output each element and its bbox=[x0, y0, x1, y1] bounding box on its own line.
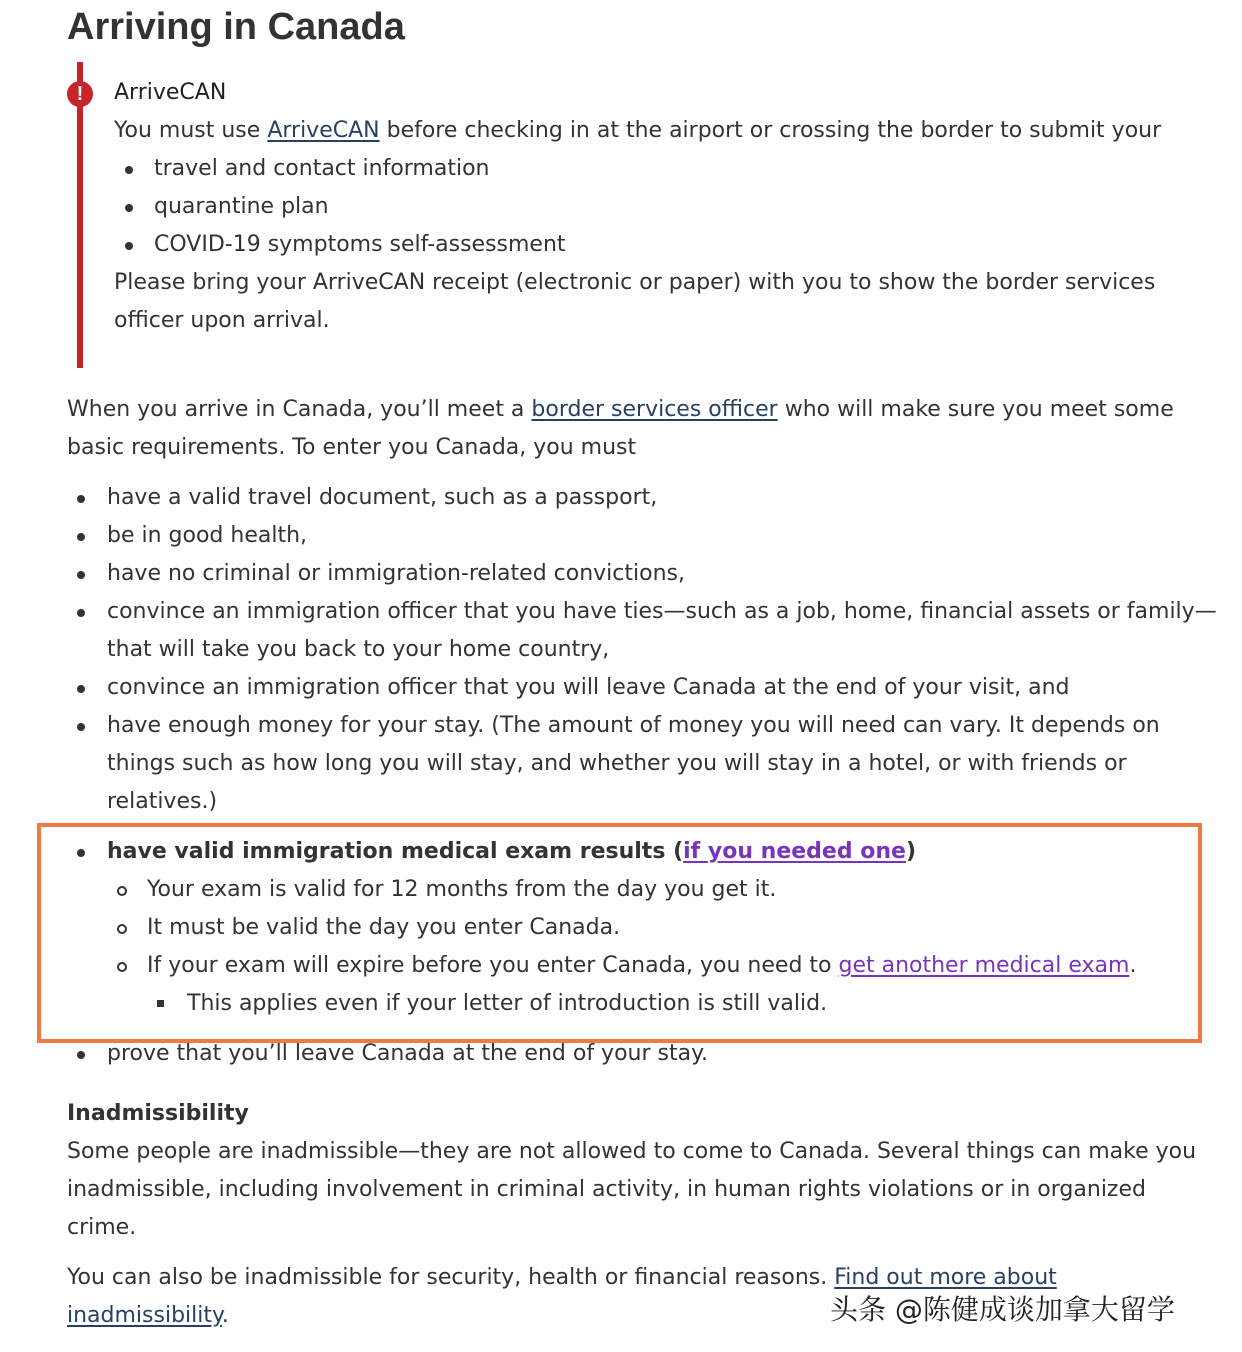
arrivecan-link[interactable]: ArriveCAN bbox=[267, 118, 380, 143]
medical-exam-close: ) bbox=[905, 839, 917, 864]
medical-exam-text: have valid immigration medical exam results ( bbox=[107, 839, 684, 864]
list-item: convince an immigration officer that you have ties—such as a job, home, financial assets or family—that will take you back to your home country, bbox=[67, 593, 1217, 669]
get-another-medical-exam-link[interactable]: get another medical exam bbox=[838, 953, 1130, 978]
medical-sub-list bbox=[107, 871, 1217, 1023]
expire-text-before: If your exam will expire before you enter Canada, you need to bbox=[147, 953, 839, 978]
list-item: prove that you’ll leave Canada at the end of your stay. bbox=[67, 1035, 1217, 1073]
alert-closing: Please bring your ArriveCAN receipt (electronic or paper) with you to show the border services officer upon arrival. bbox=[114, 270, 1156, 333]
list-item: This applies even if your letter of introduction is still valid. bbox=[147, 985, 1217, 1023]
arrival-intro-after: who will make sure you meet some basic requirements. To enter you Canada, you must bbox=[67, 397, 1174, 460]
inadmissibility-paragraph: Some people are inadmissible—they are not allowed to come to Canada. Several things can make you inadmissible, including involvement in criminal activity, in human rights violations or in organized crime. bbox=[67, 1139, 1197, 1240]
alert-bar bbox=[77, 62, 83, 368]
list-item: quarantine plan bbox=[114, 188, 1194, 226]
list-item: COVID-19 symptoms self-assessment bbox=[114, 226, 1194, 264]
list-item: convince an immigration officer that you will leave Canada at the end of your visit, and bbox=[67, 669, 1217, 707]
list-item: have no criminal or immigration-related convictions, bbox=[67, 555, 1217, 593]
medical-exam-item bbox=[67, 833, 1217, 1023]
list-item: have a valid travel document, such as a passport, bbox=[67, 479, 1217, 517]
exclamation-icon: ! bbox=[67, 81, 93, 107]
find-out-more-link[interactable]: Find out more about inadmissibility bbox=[67, 1265, 1057, 1328]
page-title: Arriving in Canada bbox=[67, 6, 405, 48]
alert-list bbox=[114, 150, 1194, 264]
inadmissibility-heading: Inadmissibility bbox=[67, 1101, 249, 1126]
list-item: Your exam is valid for 12 months from the day you get it. bbox=[107, 871, 1217, 909]
medical-note-list bbox=[147, 985, 1217, 1023]
alert-body bbox=[114, 74, 1194, 340]
list-item: be in good health, bbox=[67, 517, 1217, 555]
main-content bbox=[67, 391, 1217, 1335]
requirements-list bbox=[67, 479, 1217, 1073]
list-item: travel and contact information bbox=[114, 150, 1194, 188]
watermark: 头条 @陈健成谈加拿大留学 bbox=[830, 1293, 1175, 1326]
alert-intro bbox=[114, 112, 1194, 150]
border-services-officer-link[interactable]: border services officer bbox=[531, 397, 778, 422]
inadmissibility-text-before: You can also be inadmissible for security, health or financial reasons. bbox=[67, 1265, 835, 1290]
list-item bbox=[107, 947, 1217, 1023]
alert-intro-text-after: before checking in at the airport or crossing the border to submit your bbox=[379, 118, 1162, 143]
inadmissibility-text-after: . bbox=[221, 1303, 229, 1328]
alert-heading: ArriveCAN bbox=[114, 80, 227, 105]
arrival-intro-before: When you arrive in Canada, you’ll meet a bbox=[67, 397, 532, 422]
alert-intro-text-before: You must use bbox=[114, 118, 268, 143]
if-you-needed-one-link[interactable]: if you needed one bbox=[683, 839, 906, 864]
list-item: It must be valid the day you enter Canada. bbox=[107, 909, 1217, 947]
arrival-intro bbox=[67, 391, 1217, 467]
arrivecan-alert bbox=[67, 62, 1197, 368]
list-item: have enough money for your stay. (The amount of money you will need can vary. It depends on things such as how long you will stay, and whether you will stay in a hotel, or with friends or relatives.) bbox=[67, 707, 1217, 821]
expire-text-after: . bbox=[1129, 953, 1137, 978]
